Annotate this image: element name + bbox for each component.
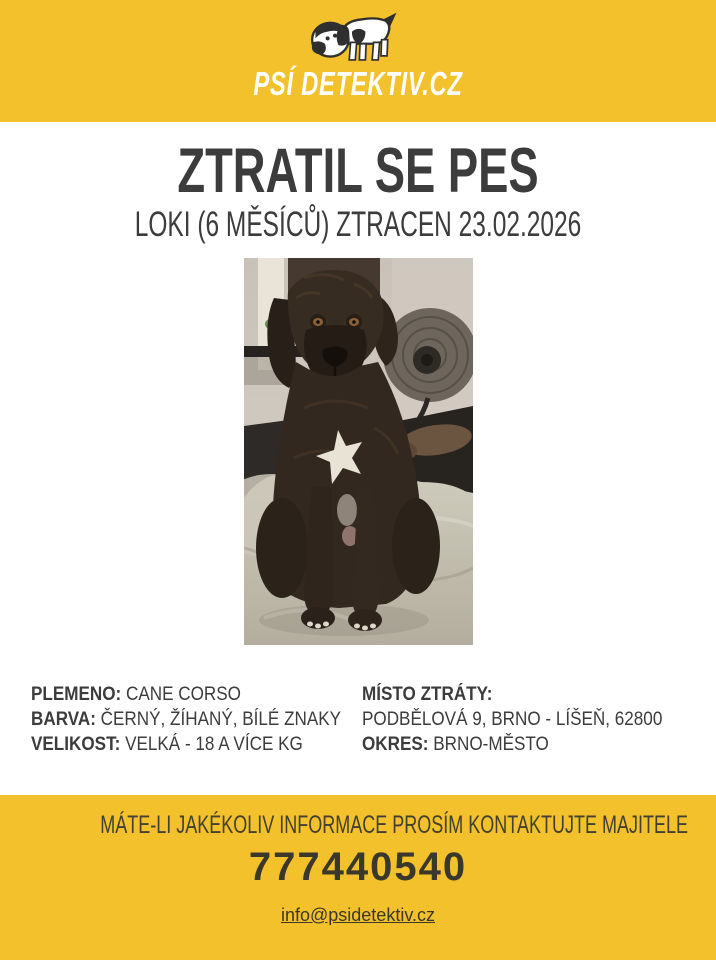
detail-value: CANE CORSO: [126, 684, 241, 705]
footer-band: [0, 795, 716, 960]
detail-value: ČERNÝ, ŽÍHANÝ, BÍLÉ ZNAKY: [100, 709, 342, 730]
details-left-column: [31, 682, 341, 757]
contact-message: MÁTE-LI JAKÉKOLIV INFORMACE PROSÍM KONTAKTUJTE MAJITELE: [100, 811, 688, 839]
detail-label: MÍSTO ZTRÁTY:: [362, 684, 493, 705]
detail-velikost: [31, 732, 341, 757]
header-band: [0, 0, 716, 122]
poster-title: ZTRATIL SE PES: [177, 136, 539, 206]
detail-label: VELIKOST:: [31, 734, 121, 755]
contact-email-link[interactable]: info@psidetektiv.cz: [280, 905, 435, 925]
detail-label: PLEMENO:: [31, 684, 122, 705]
detail-misto-value-row: [362, 707, 662, 732]
dog-photo-illustration: [244, 258, 473, 645]
brand-logo: [0, 10, 716, 66]
detail-barva: [31, 707, 341, 732]
poster-subtitle: LOKI (6 MĚSÍCŮ) ZTRACEN 23.02.2026: [134, 205, 582, 244]
contact-email-row: [0, 905, 716, 925]
detail-plemeno: [31, 682, 341, 707]
detail-value: VELKÁ - 18 A VÍCE KG: [125, 734, 303, 755]
details-right-column: [362, 682, 662, 757]
detail-okres: [362, 732, 662, 757]
detail-label: OKRES:: [362, 734, 429, 755]
contact-phone: 777440540: [248, 845, 468, 889]
detail-value: PODBĚLOVÁ 9, BRNO - LÍŠEŇ, 62800: [362, 709, 663, 730]
brand-logo-text: PSÍ DETEKTIV.CZ: [253, 65, 463, 102]
dog-photo: [244, 258, 473, 645]
detail-value: BRNO-MĚSTO: [433, 734, 549, 755]
detail-label: BARVA:: [31, 709, 96, 730]
dog-sniffing-icon: [283, 10, 433, 64]
detail-misto-label-row: [362, 682, 662, 707]
